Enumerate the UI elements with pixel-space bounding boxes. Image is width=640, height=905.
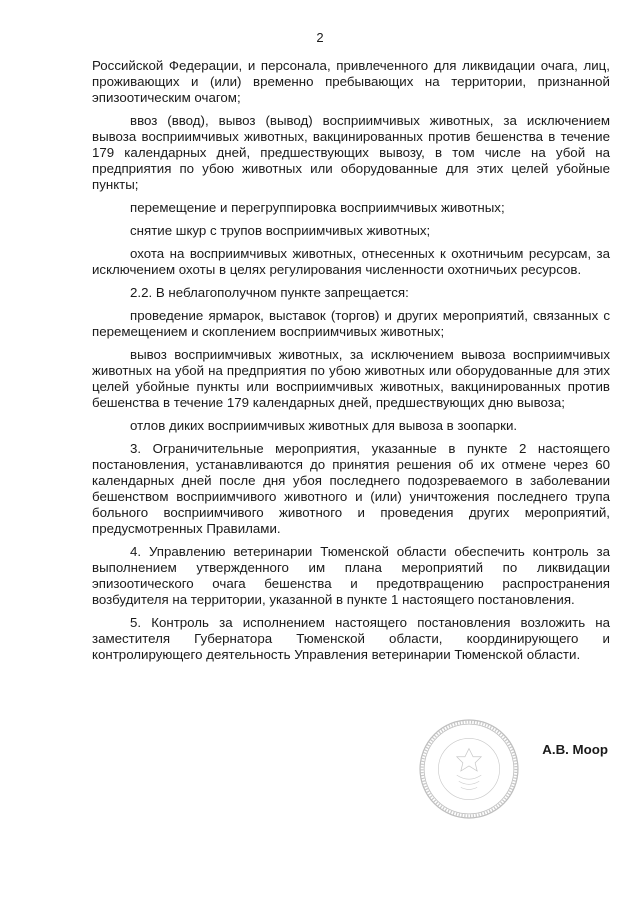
paragraph: охота на восприимчивых животных, отнесенных к охотничьим ресурсам, за исключением охоты в целях регулирования численности охотничьих ресурсов. [92, 246, 610, 277]
paragraph: 2.2. В неблагополучном пункте запрещается: [130, 285, 409, 300]
page-number: 2 [316, 30, 324, 45]
paragraph: проведение ярмарок, выставок (торгов) и других мероприятий, связанных с перемещением и скоплением восприимчивых животных; [92, 308, 610, 339]
document-body [92, 58, 610, 670]
paragraph: перемещение и перегруппировка восприимчивых животных; [130, 200, 505, 215]
paragraph: 4. Управлению ветеринарии Тюменской области обеспечить контроль за выполнением утвержденного им плана мероприятий по ликвидации эпизоотического очага бешенства и предотвращению распространения возбудителя на территории, указанной в пункте 1 настоящего постановления. [92, 544, 610, 607]
paragraph: 5. Контроль за исполнением настоящего постановления возложить на заместителя Губернатора Тюменской области, координирующего и контролирующего деятельность Управления ветеринарии Тюменской области. [92, 615, 610, 662]
paragraph: ввоз (ввод), вывоз (вывод) восприимчивых животных, за исключением вывоза восприимчивых животных, вакцинированных против бешенства в течение 179 календарных дней, предшествующих вывозу, в том числе на убой на предприятия по убою животных или оборудованные для этих целей убойные пункты; [92, 113, 610, 192]
paragraph: отлов диких восприимчивых животных для вывоза в зоопарки. [130, 418, 518, 433]
official-seal-stamp [418, 718, 520, 820]
paragraph: Российской Федерации, и персонала, привлеченного для ликвидации очага, лиц, проживающих и (или) временно пребывающих на территории, признанной эпизоотическим очагом; [92, 58, 610, 105]
signature-name: А.В. Моор [542, 742, 608, 757]
paragraph: вывоз восприимчивых животных, за исключением вывоза восприимчивых животных на убой на предприятия по убою животных или оборудованные для этих целей убойные пункты или восприимчивых животных, вакцинированных против бешенства в течение 179 календарных дней, предшествующих дню вывоза; [92, 347, 610, 410]
seal-icon [418, 718, 520, 820]
paragraph: 3. Ограничительные мероприятия, указанные в пункте 2 настоящего постановления, устанавливаются до принятия решения об их отмене через 60 календарных дней после дня убоя последнего подозреваемого в заболевании бешенством восприимчивого животного и (или) уничтожения последнего трупа больного восприимчивого животного и проведения других мероприятий, предусмотренных Правилами. [92, 441, 610, 536]
paragraph: снятие шкур с трупов восприимчивых животных; [130, 223, 431, 238]
